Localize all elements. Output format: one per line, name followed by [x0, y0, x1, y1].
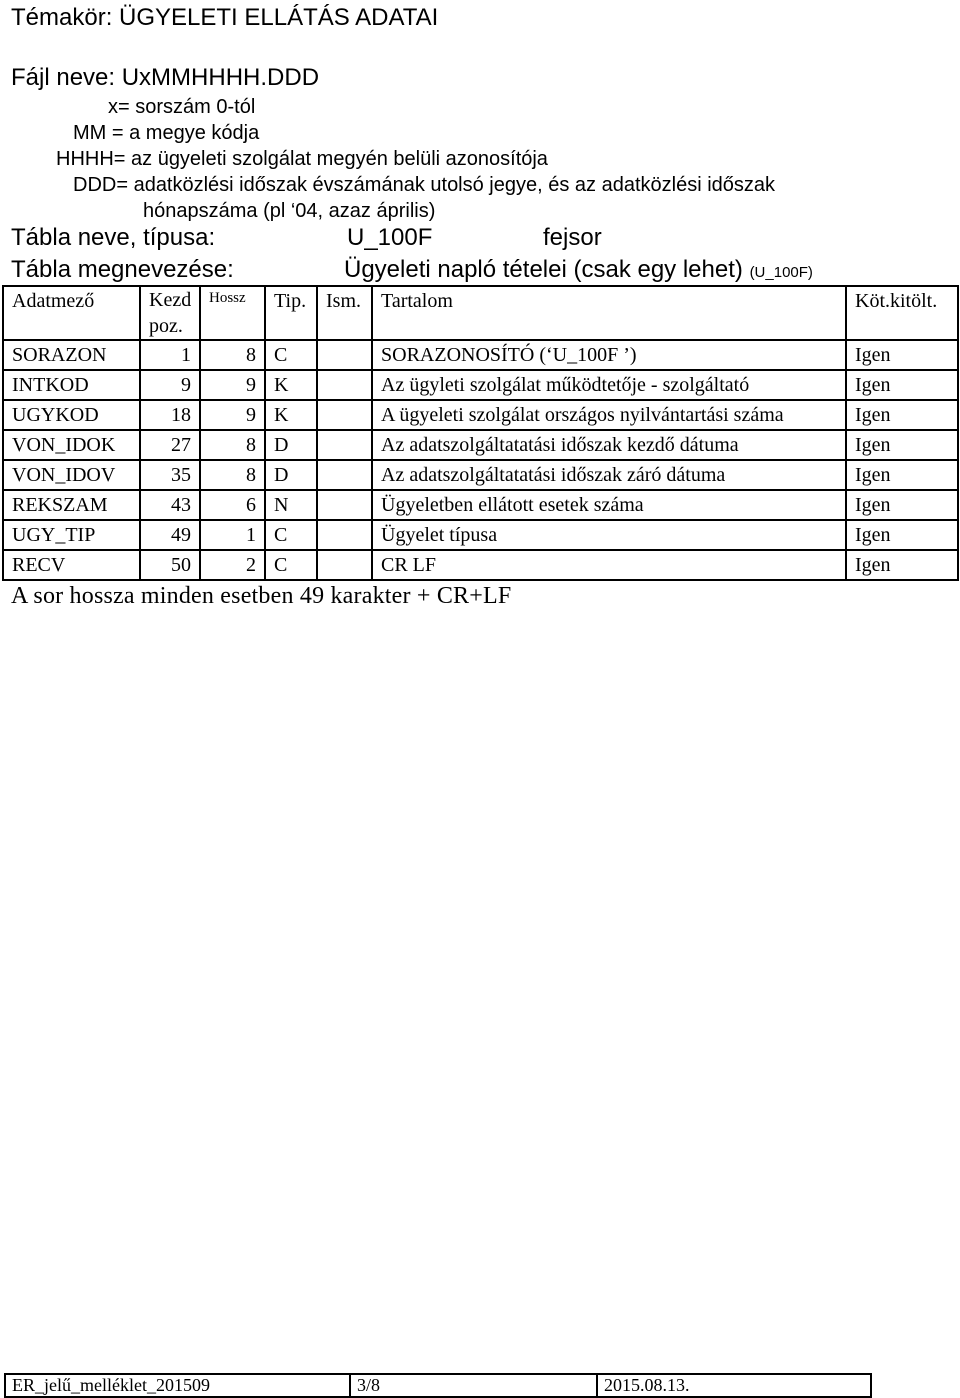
cell-repeat	[317, 550, 372, 580]
cell-length: 6	[200, 490, 265, 520]
table-desc-code: (U_100F)	[749, 264, 813, 281]
cell-start: 27	[140, 430, 200, 460]
cell-field: UGY_TIP	[3, 520, 140, 550]
cell-type: N	[265, 490, 317, 520]
description-line: MM = a megye kódja	[73, 122, 260, 144]
cell-type: K	[265, 370, 317, 400]
description-line: hónapszáma (pl ‘04, azaz április)	[143, 200, 436, 222]
cell-required: Igen	[846, 340, 958, 370]
cell-required: Igen	[846, 460, 958, 490]
table-desc-value	[344, 256, 813, 284]
cell-repeat	[317, 340, 372, 370]
cell-content: Ügyelet típusa	[372, 520, 846, 550]
cell-start: 18	[140, 400, 200, 430]
cell-length: 9	[200, 370, 265, 400]
cell-field: UGYKOD	[3, 400, 140, 430]
cell-type: C	[265, 520, 317, 550]
col-header-field: Adatmező	[3, 286, 140, 340]
col-header-required: Köt.kitölt.	[846, 286, 958, 340]
table-desc-text: Ügyeleti napló tételei (csak egy lehet)	[344, 256, 743, 283]
cell-repeat	[317, 520, 372, 550]
table-name-value: U_100F	[347, 224, 433, 251]
cell-required: Igen	[846, 370, 958, 400]
table-desc-label: Tábla megnevezése:	[11, 256, 234, 283]
description-line: HHHH= az ügyeleti szolgálat megyén belüli azonosítója	[56, 148, 548, 170]
cell-repeat	[317, 430, 372, 460]
cell-type: C	[265, 340, 317, 370]
table-row	[3, 370, 958, 400]
table-row	[3, 400, 958, 430]
table-row	[3, 520, 958, 550]
col-header-type: Tip.	[265, 286, 317, 340]
cell-type: C	[265, 550, 317, 580]
footer-page: 3/8	[350, 1374, 597, 1397]
table-row	[3, 550, 958, 580]
cell-required: Igen	[846, 430, 958, 460]
cell-content: Ügyeletben ellátott esetek száma	[372, 490, 846, 520]
row-length-note: A sor hossza minden esetben 49 karakter + CR+LF	[11, 583, 512, 609]
cell-start: 35	[140, 460, 200, 490]
cell-start: 43	[140, 490, 200, 520]
cell-field: VON_IDOK	[3, 430, 140, 460]
table-row	[3, 490, 958, 520]
page-topic: Témakör: ÜGYELETI ELLÁTÁS ADATAI	[11, 4, 439, 31]
cell-content: CR LF	[372, 550, 846, 580]
cell-length: 8	[200, 460, 265, 490]
cell-field: REKSZAM	[3, 490, 140, 520]
cell-required: Igen	[846, 400, 958, 430]
cell-field: SORAZON	[3, 340, 140, 370]
table-name-label: Tábla neve, típusa:	[11, 224, 216, 251]
footer-doc: ER_jelű_melléklet_201509	[5, 1374, 350, 1397]
cell-content: A ügyeleti szolgálat országos nyilvántartási száma	[372, 400, 846, 430]
col-header-length: Hossz	[200, 286, 265, 340]
cell-start: 49	[140, 520, 200, 550]
col-header-repeat: Ism.	[317, 286, 372, 340]
cell-content: Az adatszolgáltatatási időszak kezdő dátuma	[372, 430, 846, 460]
cell-length: 9	[200, 400, 265, 430]
table-row	[3, 340, 958, 370]
cell-type: D	[265, 460, 317, 490]
table-row	[3, 430, 958, 460]
cell-required: Igen	[846, 550, 958, 580]
cell-repeat	[317, 490, 372, 520]
cell-content: Az adatszolgáltatatási időszak záró dátuma	[372, 460, 846, 490]
cell-repeat	[317, 370, 372, 400]
cell-length: 8	[200, 340, 265, 370]
cell-length: 8	[200, 430, 265, 460]
description-line: x= sorszám 0-tól	[108, 96, 256, 118]
col-header-start: Kezd poz.	[140, 286, 200, 340]
cell-repeat	[317, 460, 372, 490]
cell-required: Igen	[846, 520, 958, 550]
file-name: Fájl neve: UxMMHHHH.DDD	[11, 64, 320, 91]
cell-type: D	[265, 430, 317, 460]
field-table	[2, 285, 959, 581]
cell-length: 2	[200, 550, 265, 580]
cell-content: SORAZONOSÍTÓ (‘U_100F ’)	[372, 340, 846, 370]
cell-content: Az ügyleti szolgálat működtetője - szolgáltató	[372, 370, 846, 400]
cell-field: INTKOD	[3, 370, 140, 400]
cell-start: 9	[140, 370, 200, 400]
cell-field: RECV	[3, 550, 140, 580]
cell-type: K	[265, 400, 317, 430]
table-row	[3, 460, 958, 490]
description-line: DDD= adatközlési időszak évszámának utolsó jegye, és az adatközlési időszak	[73, 174, 776, 196]
cell-repeat	[317, 400, 372, 430]
footer-date: 2015.08.13.	[597, 1374, 871, 1397]
cell-start: 1	[140, 340, 200, 370]
table-kind: fejsor	[543, 224, 602, 251]
page-footer	[4, 1373, 872, 1398]
cell-start: 50	[140, 550, 200, 580]
cell-field: VON_IDOV	[3, 460, 140, 490]
col-header-content: Tartalom	[372, 286, 846, 340]
table-header-row	[3, 286, 958, 340]
cell-length: 1	[200, 520, 265, 550]
cell-required: Igen	[846, 490, 958, 520]
